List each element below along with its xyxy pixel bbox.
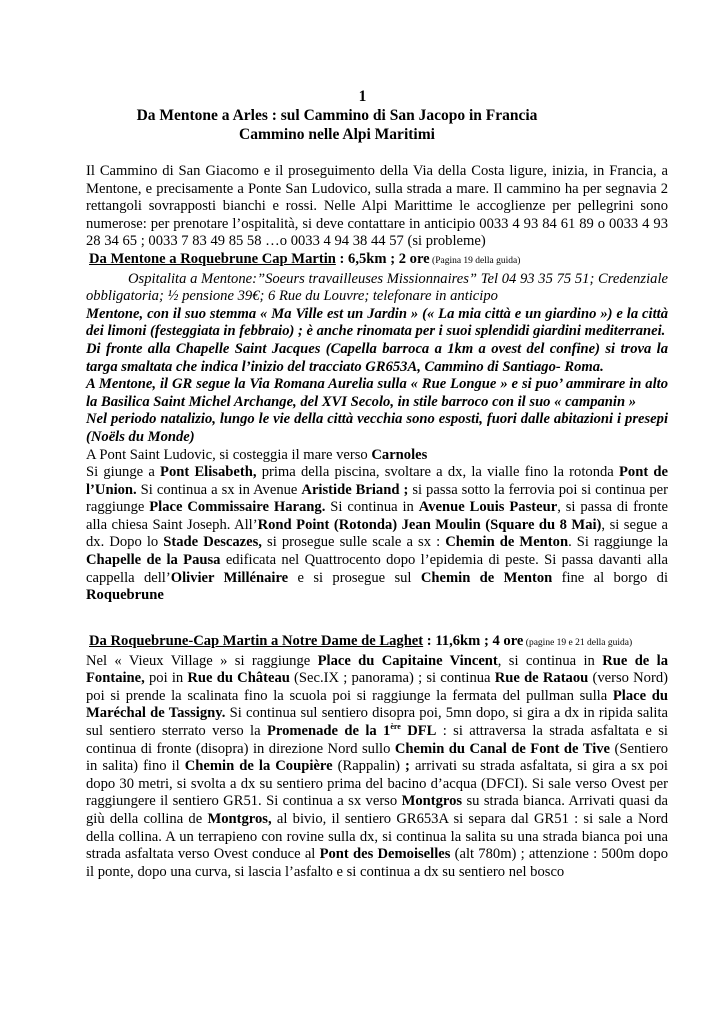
place-name: Aristide Briand ; bbox=[301, 481, 409, 498]
text-run: ère bbox=[390, 722, 401, 732]
text-run: arrivati su strada asfaltata, si gira a sx poi dopo 30 metri, si svolta a dx su sentiero prima del bacino d’acqua (DFCI). Si sale verso Ovest per raggiungere il sentiero GR51. Si continua a sx verso bbox=[86, 758, 668, 810]
place-name: Chemin de la Coupière bbox=[184, 758, 333, 775]
place-name: Avenue Louis Pasteur bbox=[418, 499, 558, 516]
section-stage-2 bbox=[86, 633, 668, 881]
section-stage-1 bbox=[86, 163, 668, 605]
place-name: Place du Capitaine Vincent bbox=[317, 652, 498, 669]
place-name: Montgros, bbox=[207, 810, 272, 827]
document-title: Da Mentone a Arles : sul Cammino di San Jacopo in Francia bbox=[136, 107, 538, 124]
place-name: Olivier Millénaire bbox=[170, 569, 289, 586]
text-run: (Rappalin) bbox=[332, 758, 406, 775]
place-name: Pont des Demoiselles bbox=[319, 846, 451, 863]
place-name: Stade Descazes, bbox=[163, 534, 262, 551]
place-name: DFL bbox=[400, 722, 437, 739]
text-run: Nel « Vieux Village » si raggiunge bbox=[86, 652, 318, 669]
stage-2-title: Da Roquebrune-Cap Martin a Notre Dame de Laghet bbox=[89, 633, 424, 649]
text-run: (Sec.IX ; panorama) ; si continua bbox=[289, 670, 495, 687]
text-run: (alt 780m) ; attenzione : 500m dopo il ponte, dopo una curva, si lascia l’asfalto e si continua a dx su sentiero nel bosco bbox=[86, 846, 668, 880]
place-name: Pont de l’Union. bbox=[86, 464, 669, 498]
place-name: Chemin du Canal de Font de Tive bbox=[394, 740, 611, 757]
place-name: Rue de la Fontaine, bbox=[86, 652, 668, 687]
place-name: Chemin de Menton bbox=[420, 569, 553, 586]
text-run: (verso Nord) poi si prende la scalinata fino la scuola poi si raggiunge la fermata del pullman sulla bbox=[86, 670, 668, 704]
place-name: Roquebrune bbox=[86, 587, 164, 604]
text-run: : si attraversa la strada asfaltata e si continua di fronte (disopra) in direzione Nord sullo bbox=[86, 722, 668, 757]
place-name: Rue du Château bbox=[187, 670, 290, 687]
route-paragraph-2 bbox=[86, 464, 668, 605]
text-run: e si prosegue sul bbox=[288, 569, 421, 586]
text-run: Si continua in bbox=[325, 499, 419, 516]
place-name: ; bbox=[405, 758, 410, 775]
stage-1-guide-ref: (Pagina 19 della guida) bbox=[429, 255, 521, 266]
text-run: . Si raggiunge la bbox=[568, 534, 669, 551]
text-run: prima della piscina, svoltare a dx, la vialle fino la rotonda bbox=[256, 464, 619, 481]
place-name: Montgros bbox=[401, 793, 463, 810]
text-run: Si continua a sx in Avenue bbox=[136, 481, 302, 498]
stage-2-guide-ref: (pagine 19 e 21 della guida) bbox=[523, 638, 633, 648]
italic-paragraph-1: Mentone, con il suo stemma « Ma Ville est un Jardin » (« La mia città e un giardino ») e la città dei limoni (festeggiata in febbraio) ; è anche rinomata per i suoi splendidi giardini mediterranei. bbox=[86, 305, 668, 340]
text-run: poi in bbox=[144, 670, 188, 687]
place-name: Chapelle de la Pausa bbox=[86, 552, 221, 569]
route-paragraph-3 bbox=[86, 653, 668, 882]
place-name: Place du Maréchal de Tassigny. bbox=[86, 687, 668, 722]
text-run: Si giunge a bbox=[86, 464, 161, 481]
italic-paragraph-4: Nel periodo natalizio, lungo le vie della città vecchia sono esposti, fuori dalle abitazioni i presepi (Noëls du Monde) bbox=[86, 411, 668, 445]
place-name: Rue de Rataou bbox=[494, 670, 589, 687]
text-run: , si continua in bbox=[497, 652, 603, 669]
italic-paragraph-2: Di fronte alla Chapelle Saint Jacques (Capella barroca a 1km a ovest del confine) si trova la targa smaltata che indica l’inizio del tracciato GR653A, Cammino di Santiago- Roma. bbox=[86, 340, 668, 375]
place-name: Place Commissaire Harang. bbox=[149, 499, 326, 516]
stage-1-title: Da Mentone a Roquebrune Cap Martin bbox=[89, 250, 336, 267]
lodging-info: Ospitalita a Mentone:”Soeurs travailleuses Missionnaires” Tel 04 93 35 75 51; Credenziale obbligatoria; ½ pensione 39€; 6 Rue du Louvre; telefonare in anticipo bbox=[86, 270, 668, 305]
text-run: si passa sotto la ferrovia poi si continua per raggiunge bbox=[86, 481, 669, 516]
place-name: Rond Point (Rotonda) Jean Moulin (Square du 8 Mai) bbox=[257, 516, 602, 533]
place-name: Pont Elisabeth, bbox=[160, 464, 257, 481]
page-number: 1 bbox=[358, 88, 367, 105]
document-subtitle: Cammino nelle Alpi Maritimi bbox=[239, 126, 435, 143]
stage-1-distance: : 6,5km ; 2 ore bbox=[335, 250, 430, 267]
text-run: fine al borgo di bbox=[552, 569, 669, 586]
place-name: Promenade de la 1 bbox=[266, 722, 391, 739]
place-name: Chemin de Menton bbox=[445, 534, 569, 551]
text-run: , si segue a dx. Dopo lo bbox=[86, 516, 668, 551]
italic-paragraph-3: A Mentone, il GR segue la Via Romana Aurelia sulla « Rue Longue » e si puo’ ammirare in alto la Basilica Saint Michel Archange, del XVI Secolo, in stile barroco con il suo « campanin » bbox=[86, 376, 668, 410]
text-run: edificata nel Quattrocento dopo l’epidemia di peste. Si passa davanti alla cappella dell’ bbox=[86, 552, 669, 586]
text-run: , si passa di fronte alla chiesa Saint Joseph. All’ bbox=[86, 499, 668, 533]
text-run: (Sentiero in salita) fino il bbox=[86, 740, 668, 775]
stage-2-heading bbox=[86, 633, 668, 653]
text-run: Si continua sul sentiero disopra poi, 5mn dopo, si gira a dx in ripida salita sul sentiero sterrato verso la bbox=[86, 705, 668, 739]
text-run: al bivio, il sentiero GR653A si separa dal GR51 : si sale a Nord della collina. A un terrapieno con rovine sulla dx, si continua la salita su una strada bianca poi una strada asfaltata verso Ovest conduce al bbox=[86, 810, 668, 863]
stage-2-distance: : 11,6km ; 4 ore bbox=[423, 633, 524, 649]
intro-paragraph: Il Cammino di San Giacomo e il proseguimento della Via della Costa ligure, inizia, in Francia, a Mentone, e precisamente a Ponte San Ludovico, sulla strada a mare. Il cammino ha per segnavia 2 rettangoli sovrapposti bianchi e rossi. Nelle Alpi Marittime le accoglienze per pellegrini sono numerose: per prenotare l’ospitalità, si deve contattare in anticipio 0033 4 93 84 61 89 o 0033 4 93 28 34 65 ; 0033 7 83 49 85 58 …o 0033 4 94 38 44 57 (si probleme) bbox=[86, 163, 668, 250]
route-paragraph-1: A Pont Saint Ludovic, si costeggia il mare verso Carnoles bbox=[86, 446, 428, 463]
text-run: su strada bianca. Arrivati quasi da giù della collina de bbox=[86, 793, 668, 827]
stage-1-heading bbox=[86, 251, 668, 271]
text-run: si prosegue sulle scale a sx : bbox=[261, 534, 446, 551]
